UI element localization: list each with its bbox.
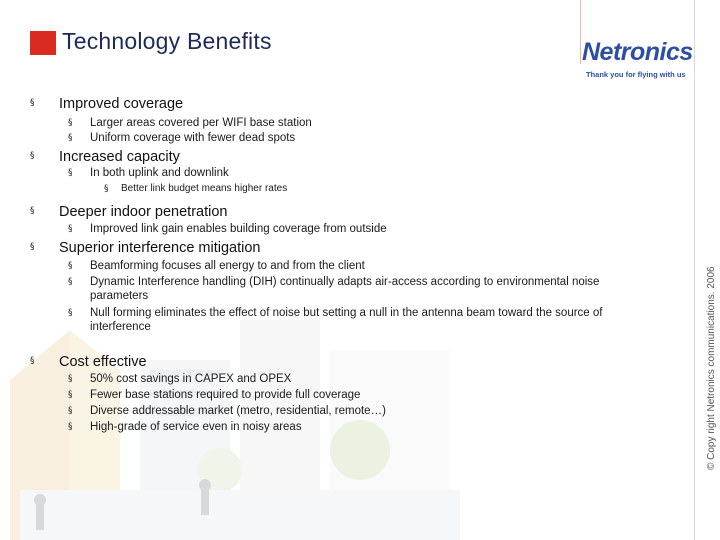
bullet-icon: §	[30, 98, 35, 108]
section-heading-cost: Cost effective	[59, 354, 147, 370]
section-heading-indoor: Deeper indoor penetration	[59, 204, 228, 220]
bullet-icon: §	[68, 308, 73, 318]
list-item: Improved link gain enables building coverage from outside	[90, 223, 387, 235]
section-heading-interference: Superior interference mitigation	[59, 240, 261, 256]
right-margin-rule	[694, 0, 695, 540]
bullet-icon: §	[104, 184, 109, 194]
section-heading-capacity: Increased capacity	[59, 149, 180, 165]
bullet-icon: §	[68, 406, 73, 416]
list-item: Diverse addressable market (metro, residential, remote…)	[90, 405, 386, 417]
bullet-icon: §	[30, 206, 35, 216]
bullet-icon: §	[30, 356, 35, 366]
list-subitem: Better link budget means higher rates	[121, 183, 288, 194]
bullet-icon: §	[30, 151, 35, 161]
bullet-icon: §	[68, 277, 73, 287]
logo-wordmark: Netronics	[582, 38, 693, 66]
bullet-icon: §	[68, 261, 73, 271]
bullet-icon: §	[68, 118, 73, 128]
section-heading-coverage: Improved coverage	[59, 96, 184, 112]
slide-title: Technology Benefits	[62, 28, 272, 54]
bullet-icon: §	[68, 422, 73, 432]
list-item: Beamforming focuses all energy to and from the client	[90, 260, 365, 272]
bullet-icon: §	[68, 224, 73, 234]
list-item: Fewer base stations required to provide full coverage	[90, 389, 361, 401]
bullet-icon: §	[68, 374, 73, 384]
list-item: High-grade of service even in noisy areas	[90, 421, 302, 433]
list-item: Uniform coverage with fewer dead spots	[90, 132, 296, 144]
list-item: 50% cost savings in CAPEX and OPEX	[90, 373, 292, 385]
list-item: In both uplink and downlink	[90, 167, 229, 179]
copyright-notice: © Copy right Netronics communications. 2006	[706, 266, 717, 470]
list-item: Null forming eliminates the effect of noise but setting a null in the antenna beam toward the source of interference	[90, 307, 603, 333]
bullet-icon: §	[68, 390, 73, 400]
list-item: Larger areas covered per WIFI base station	[90, 117, 312, 129]
bullet-icon: §	[30, 242, 35, 252]
logo-tagline: Thank you for flying with us	[586, 70, 686, 79]
bullet-icon: §	[68, 168, 73, 178]
list-item: Dynamic Interference handling (DIH) continually adapts air-access according to environmental noise parameters	[90, 276, 600, 302]
bullet-icon: §	[68, 133, 73, 143]
